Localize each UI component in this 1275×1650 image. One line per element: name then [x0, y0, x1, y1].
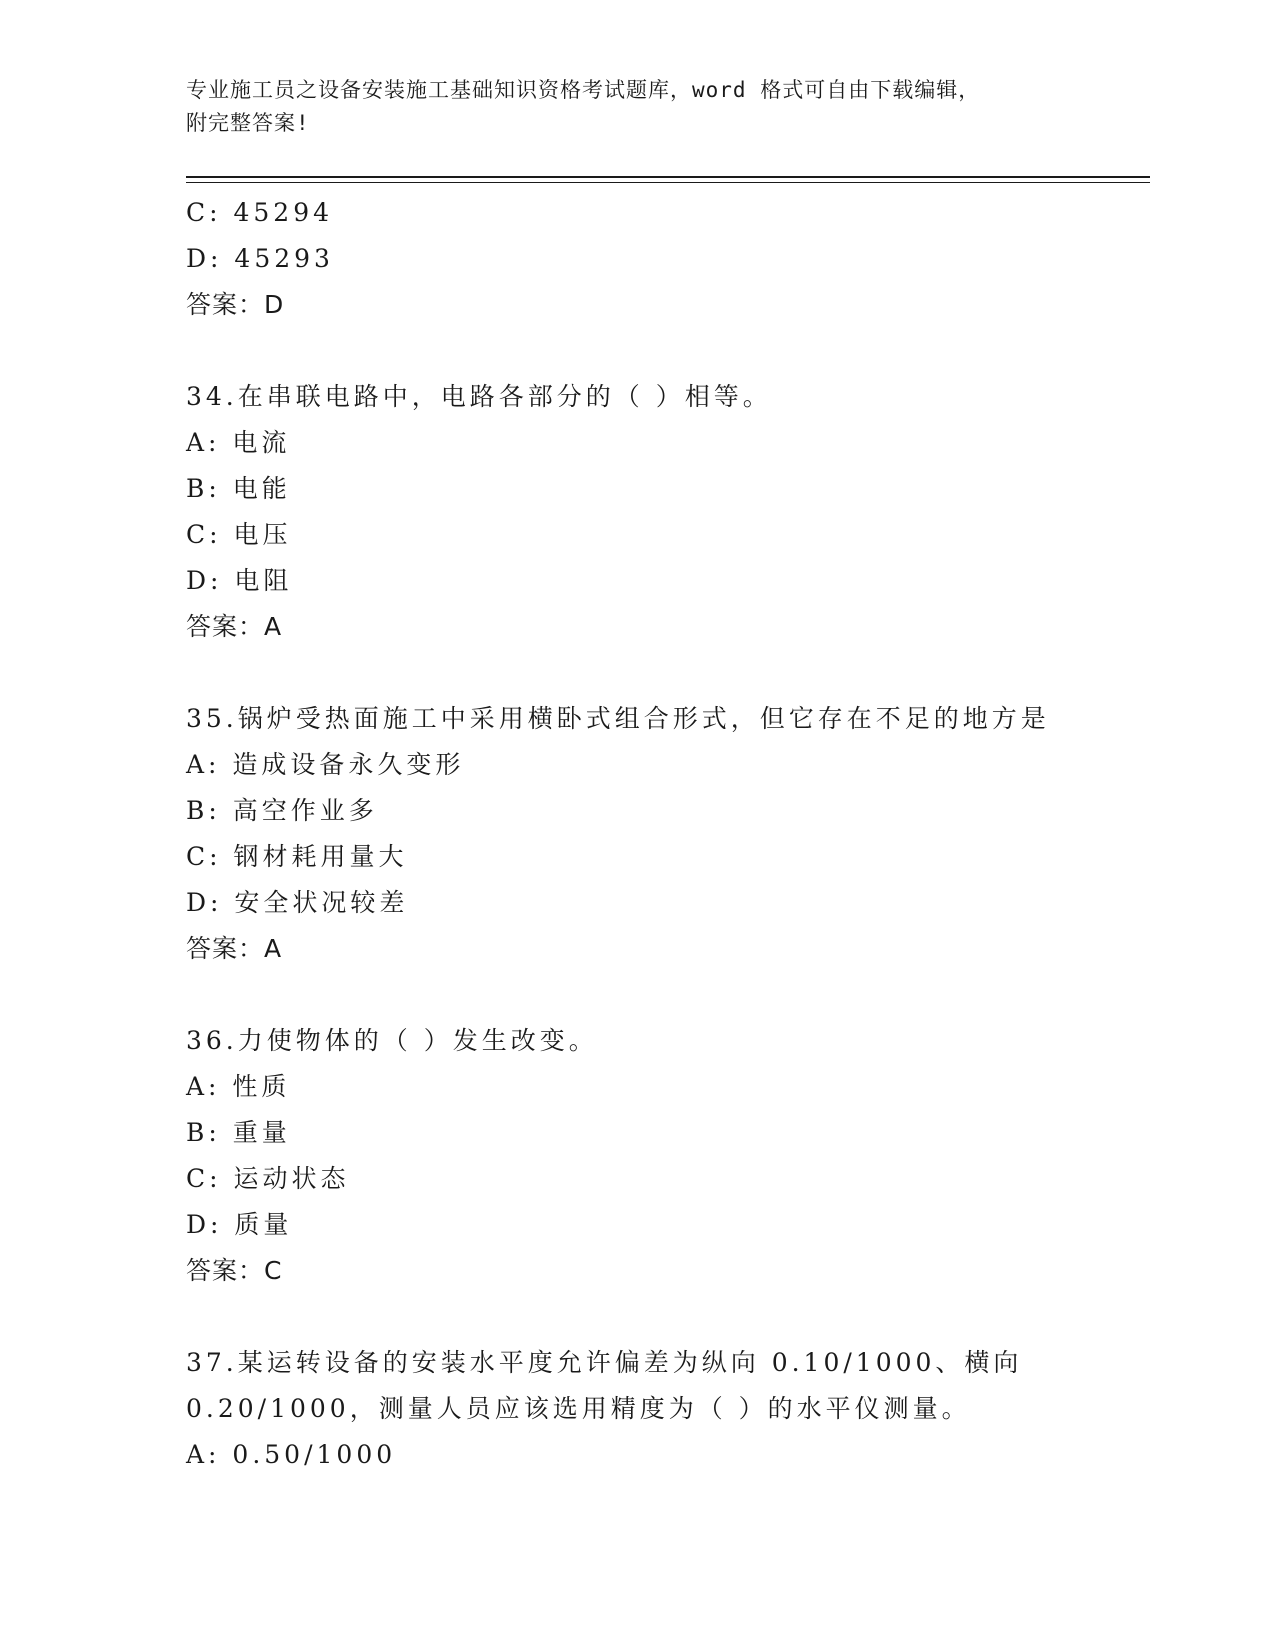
question-stem-line-1: 37.某运转设备的安装水平度允许偏差为纵向 0.10/1000、横向	[186, 1348, 1023, 1377]
answer-line: 答案：C	[186, 1256, 283, 1285]
option-c: C: 运动状态	[186, 1164, 350, 1193]
header-line-1: 专业施工员之设备安装施工基础知识资格考试题库，word 格式可自由下载编辑，	[186, 78, 981, 102]
question-stem: 36.力使物体的（ ）发生改变。	[186, 1026, 598, 1055]
header-line-2: 附完整答案!	[186, 111, 310, 135]
answer-line: 答案：D	[186, 290, 285, 319]
option-a: A: 造成设备永久变形	[186, 750, 465, 779]
option-a: A: 电流	[186, 428, 291, 457]
header-divider-thick	[186, 176, 1150, 178]
spacer	[186, 650, 1150, 696]
option-a: A: 性质	[186, 1072, 291, 1101]
question-37	[186, 1340, 1150, 1478]
spacer	[186, 328, 1150, 374]
question-stem: 34.在串联电路中，电路各部分的（ ）相等。	[186, 382, 772, 411]
option-b: B: 电能	[186, 474, 291, 503]
option-c: C: 钢材耗用量大	[186, 842, 408, 871]
question-stem: 35.锅炉受热面施工中采用横卧式组合形式，但它存在不足的地方是	[186, 704, 1050, 733]
document-header	[186, 74, 1066, 140]
question-34	[186, 374, 1150, 650]
question-35	[186, 696, 1150, 972]
header-divider-thin	[186, 182, 1150, 183]
option-b: B: 重量	[186, 1118, 291, 1147]
option-d: D: 安全状况较差	[186, 888, 409, 917]
question-stem-line-2: 0.20/1000，测量人员应该选用精度为（ ）的水平仪测量。	[186, 1394, 971, 1423]
answer-line: 答案：A	[186, 934, 283, 963]
option-c: C: 45294	[186, 198, 334, 227]
question-36	[186, 1018, 1150, 1294]
option-b: B: 高空作业多	[186, 796, 378, 825]
answer-line: 答案：A	[186, 612, 283, 641]
spacer	[186, 972, 1150, 1018]
spacer	[186, 1294, 1150, 1340]
option-d: D: 45293	[186, 244, 334, 273]
option-c: C: 电压	[186, 520, 292, 549]
question-content	[186, 190, 1150, 1478]
option-d: D: 电阻	[186, 566, 293, 595]
option-d: D: 质量	[186, 1210, 293, 1239]
question-33-partial	[186, 190, 1150, 328]
option-a: A: 0.50/1000	[186, 1440, 397, 1469]
